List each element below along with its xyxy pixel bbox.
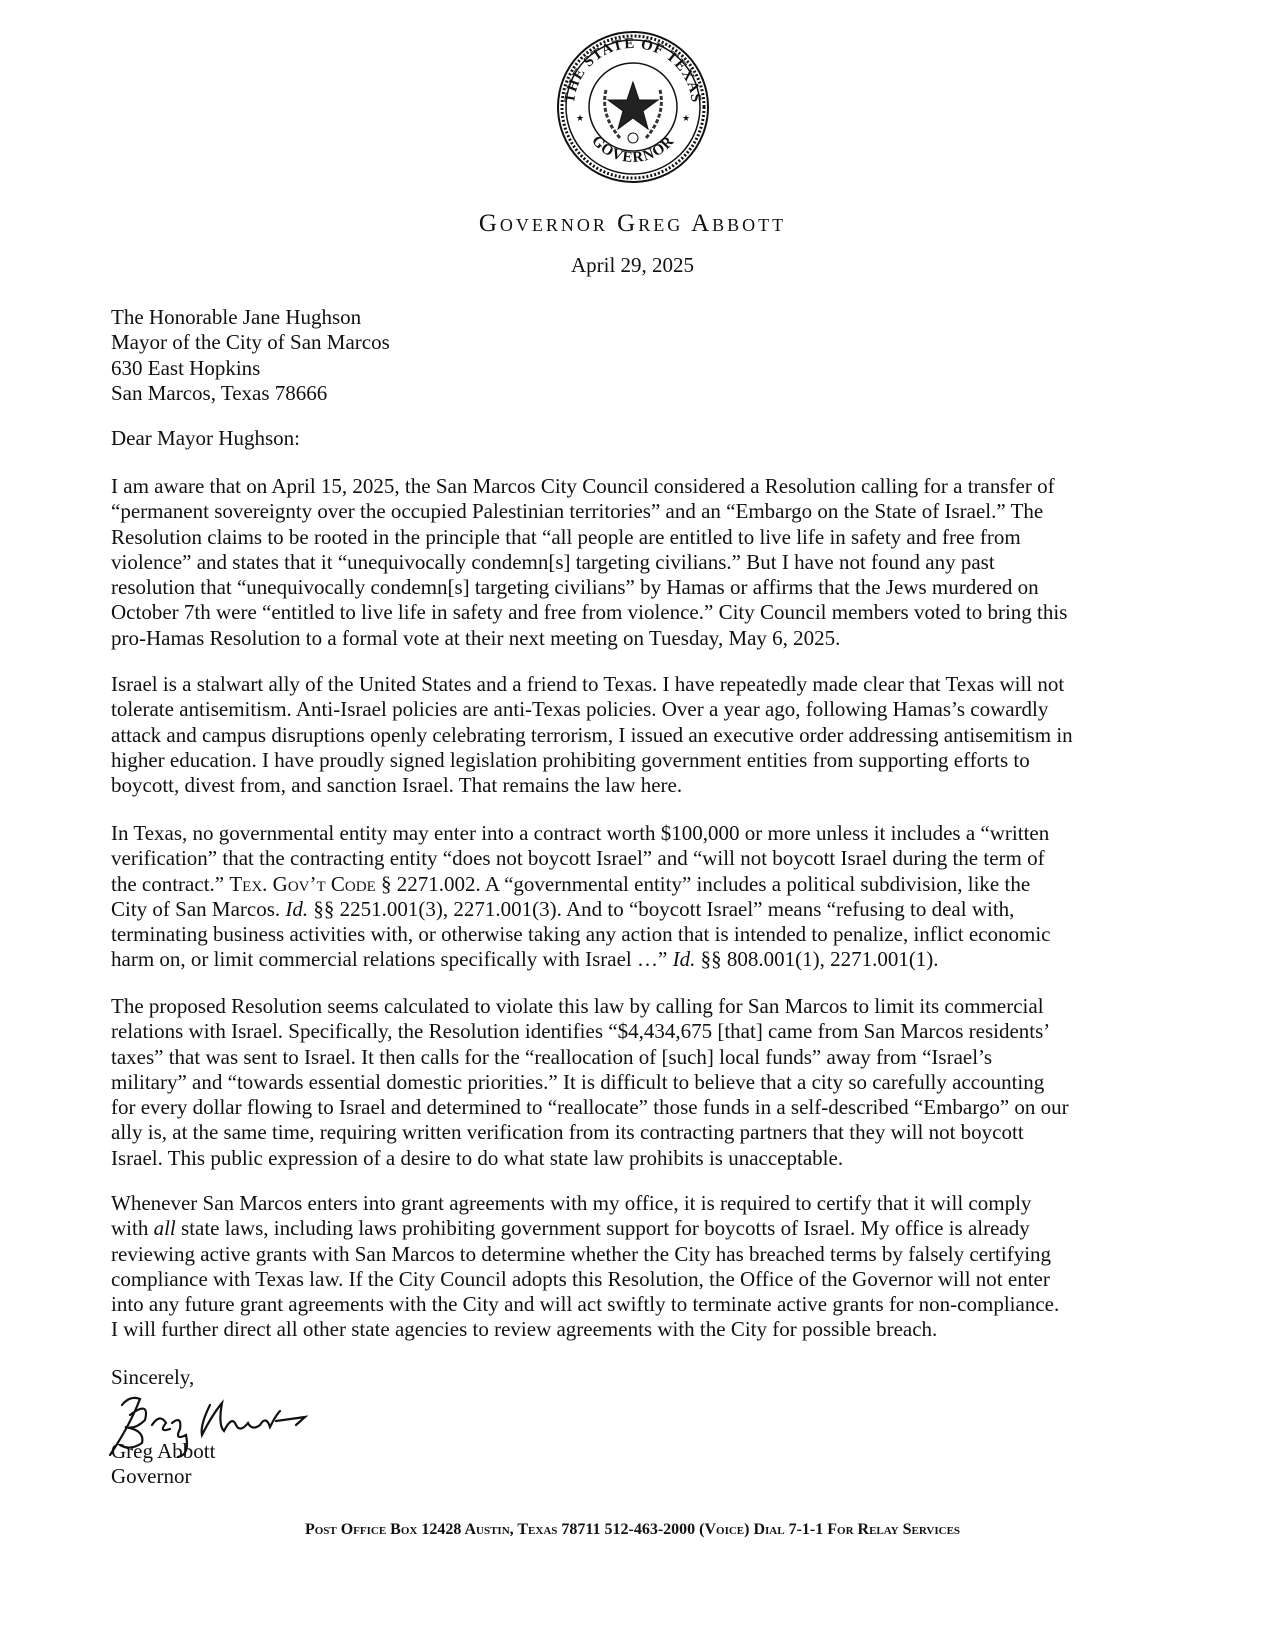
letter-date: April 29, 2025 bbox=[570, 253, 695, 277]
svg-text:THE STATE OF TEXAS: THE STATE OF TEXAS bbox=[561, 35, 704, 105]
paragraph-line: tolerate antisemitism. Anti-Israel policies are anti-Texas policies. Over a year ago, following Hamas’s cowardly bbox=[111, 697, 1049, 722]
italic-text: Id. bbox=[285, 896, 309, 921]
svg-text:★: ★ bbox=[682, 113, 691, 123]
letterhead-title: Governor Greg Abbott bbox=[478, 210, 787, 237]
paragraph-line: relations with Israel. Specifically, the Resolution identifies “$4,434,675 [that] came from San Marcos residents’ bbox=[111, 1019, 1051, 1044]
svg-text:★: ★ bbox=[576, 113, 585, 123]
paragraph-line: Israel. This public expression of a desire to do what state law prohibits is unacceptable. bbox=[111, 1145, 844, 1170]
paragraph-line: ally is, at the same time, requiring written verification from its contracting partners that they will not boycott bbox=[111, 1120, 1024, 1145]
signer-title: Governor bbox=[111, 1464, 192, 1488]
paragraph-line: “permanent sovereignty over the occupied Palestinian territories” and an “Embargo on the State of Israel.” The bbox=[111, 499, 1044, 524]
recipient-line: San Marcos, Texas 78666 bbox=[111, 380, 328, 405]
paragraph-line bbox=[111, 872, 1051, 897]
paragraph-line: resolution that “unequivocally condemn[s] targeting civilians” by Hamas or affirms that the Jews murdered on bbox=[111, 575, 1039, 600]
svg-text:GOVERNOR: GOVERNOR bbox=[588, 132, 678, 167]
paragraph-line: In Texas, no governmental entity may enter into a contract worth $100,000 or more unless it includes a “written bbox=[111, 821, 1050, 845]
paragraph-line: terminating business activities with, or otherwise taking any action that is intended to penalize, inflict economic bbox=[111, 922, 1051, 947]
paragraph-line: military” and “towards essential domestic priorities.” It is difficult to believe that a city so carefully accounting bbox=[111, 1069, 1045, 1094]
paragraph-line: Resolution claims to be rooted in the principle that “all people are entitled to live life in safety and free from bbox=[111, 524, 1021, 549]
state-of-texas-governor-seal bbox=[556, 30, 710, 184]
paragraph-line bbox=[111, 897, 1051, 922]
paragraph-line: taxes” that was sent to Israel. It then calls for the “reallocation of [such] local funds” away from “Israel’s bbox=[111, 1044, 993, 1069]
paragraph-line: attack and campus disruptions openly celebrating terrorism, I issued an executive order addressing antisemitism in bbox=[111, 722, 1073, 747]
valediction: Sincerely, bbox=[111, 1365, 195, 1389]
recipient-line: 630 East Hopkins bbox=[111, 355, 261, 380]
paragraph-2 bbox=[111, 672, 1073, 798]
paragraph-line: I am aware that on April 15, 2025, the San Marcos City Council considered a Resolution calling for a transfer of bbox=[111, 474, 1055, 498]
salutation: Dear Mayor Hughson: bbox=[111, 426, 300, 450]
paragraph-line bbox=[111, 1216, 1059, 1241]
paragraph-4 bbox=[111, 994, 1069, 1171]
paragraph-line: pro-Hamas Resolution to a formal vote at their next meeting on Tuesday, May 6, 2025. bbox=[111, 625, 841, 650]
small-caps-citation: Tex. Gov’t Code bbox=[229, 871, 376, 896]
paragraph-line: into any future grant agreements with the City and will act swiftly to terminate active grants for non-compliance. bbox=[111, 1292, 1060, 1317]
text-segment: state laws, including laws prohibiting government support for boycotts of Israel. My office is already bbox=[175, 1216, 1030, 1241]
text-segment: City of San Marcos. bbox=[111, 896, 286, 921]
letterhead-footer: Post Office Box 12428 Austin, Texas 78711 512-463-2000 (Voice) Dial 7-1-1 For Relay Services bbox=[304, 1521, 961, 1538]
paragraph-3 bbox=[111, 821, 1051, 973]
paragraph-line: boycott, divest from, and sanction Israel. That remains the law here. bbox=[111, 773, 683, 798]
text-segment: harm on, or limit commercial relations specifically with Israel …” bbox=[111, 947, 673, 972]
star-icon bbox=[608, 82, 658, 129]
paragraph-line: compliance with Texas law. If the City Council adopts this Resolution, the Office of the Governor will not enter bbox=[111, 1266, 1050, 1291]
text-segment: with bbox=[111, 1216, 154, 1241]
recipient-address bbox=[111, 305, 390, 406]
text-segment: § 2271.002. A “governmental entity” includes a political subdivision, like the bbox=[375, 871, 1031, 896]
paragraph-line: violence” and states that it “unequivocally condemn[s] targeting civilians.” But I have not found any past bbox=[111, 549, 995, 574]
text-segment: §§ 2251.001(3), 2271.001(3). And to “boycott Israel” means “refusing to deal with, bbox=[308, 896, 1015, 921]
paragraph-line: I will further direct all other state agencies to review agreements with the City for possible breach. bbox=[111, 1317, 938, 1342]
paragraph-line bbox=[111, 947, 1051, 972]
paragraph-line: verification” that the contracting entity “does not boycott Israel” and “will not boycott Israel during the term of bbox=[111, 846, 1045, 871]
paragraph-line: reviewing active grants with San Marcos to determine whether the City has breached terms by falsely certifying bbox=[111, 1241, 1052, 1266]
italic-text: Id. bbox=[672, 947, 696, 972]
paragraph-line: higher education. I have proudly signed legislation prohibiting government entities from supporting efforts to bbox=[111, 747, 1030, 772]
text-segment: §§ 808.001(1), 2271.001(1). bbox=[695, 947, 939, 972]
paragraph-line: Whenever San Marcos enters into grant agreements with my office, it is required to certify that it will comply bbox=[111, 1191, 1032, 1215]
italic-text: all bbox=[153, 1216, 176, 1241]
recipient-line: The Honorable Jane Hughson bbox=[111, 305, 362, 329]
recipient-line: Mayor of the City of San Marcos bbox=[111, 330, 390, 355]
paragraph-line: Israel is a stalwart ally of the United States and a friend to Texas. I have repeatedly made clear that Texas will not bbox=[111, 672, 1065, 696]
paragraph-line: for every dollar flowing to Israel and determined to “reallocate” those funds in a self-described “Embargo” on our bbox=[111, 1095, 1069, 1120]
text-segment: the contract.” bbox=[111, 871, 230, 896]
signer-name: Greg Abbott bbox=[111, 1439, 216, 1463]
paragraph-1 bbox=[111, 474, 1067, 651]
paragraph-5 bbox=[111, 1191, 1059, 1343]
paragraph-line: The proposed Resolution seems calculated to violate this law by calling for San Marcos to limit its commercial bbox=[111, 994, 1044, 1018]
paragraph-line: October 7th were “entitled to live life in safety and free from violence.” City Council members voted to bring this bbox=[111, 600, 1068, 625]
